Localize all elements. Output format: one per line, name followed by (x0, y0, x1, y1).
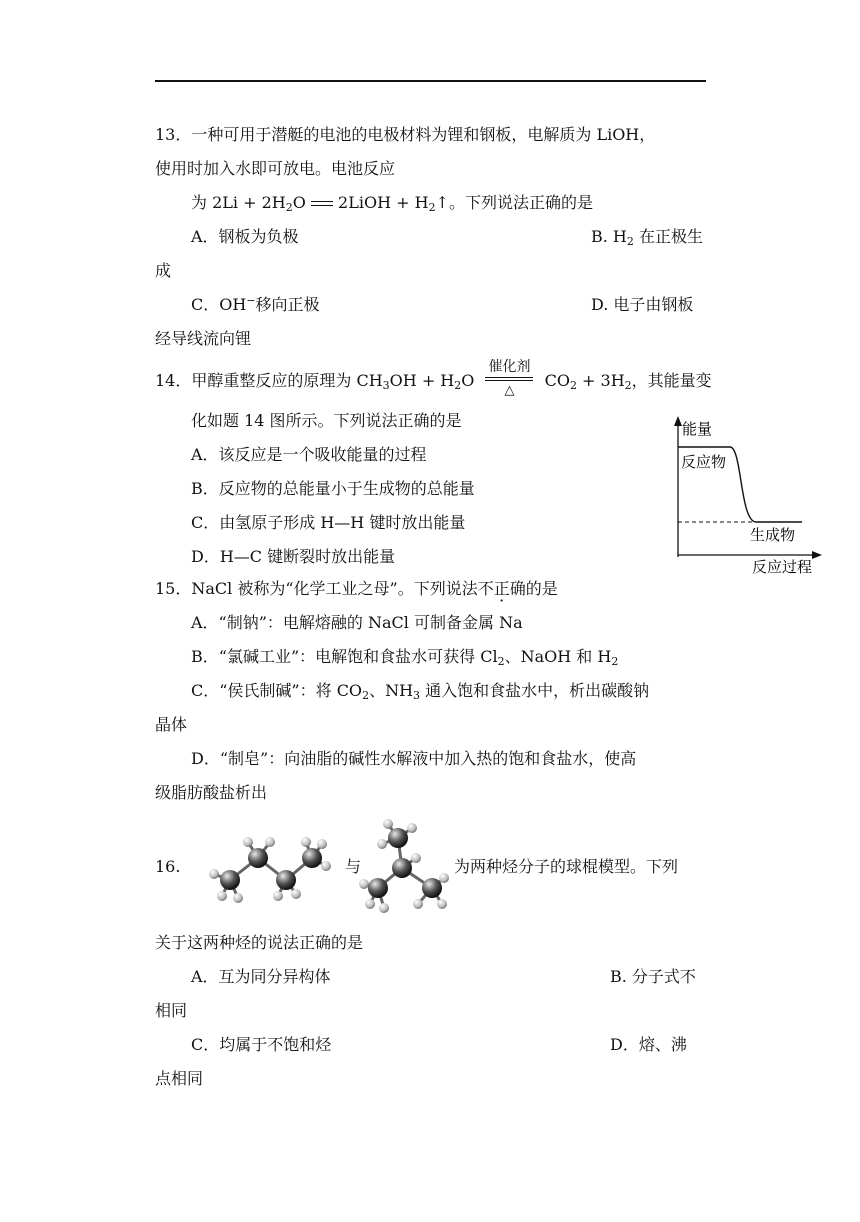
q13-option-b-wrap: 成 (155, 261, 172, 280)
y-axis-label: 能量 (682, 420, 713, 438)
q13-stem-line2: 使用时加入水即可放电。电池反应 (155, 159, 396, 178)
reactant-label: 反应物 (681, 453, 727, 471)
q16-option-d[interactable]: D．熔、沸 (610, 1035, 687, 1054)
equals-sign (311, 198, 333, 209)
q16-option-b[interactable]: B. 分子式不 (610, 967, 696, 986)
q13-option-d-wrap: 经导线流向锂 (155, 329, 252, 348)
q13-option-a[interactable]: A．钢板为负极 (191, 227, 299, 246)
q16-stem-line2: 关于这两种烃的说法正确的是 (155, 933, 364, 952)
q14-stem-line2: 化如题 14 图所示。下列说法正确的是 (191, 411, 462, 430)
q13-option-b[interactable]: B. $H_2$ 在正极生 (591, 227, 703, 248)
q16-and: 与 (345, 857, 362, 876)
emphasis-not-correct: 不正确 (477, 579, 526, 598)
q14-option-d[interactable]: D．H—C 键断裂时放出能量 (191, 547, 396, 566)
q15-option-c-wrap: 晶体 (155, 715, 188, 734)
energy-diagram (664, 412, 844, 582)
x-axis-arrow (812, 551, 822, 559)
q15-option-d[interactable]: D．“制皂”：向油脂的碱性水解液中加入热的饱和食盐水，使高 (191, 749, 637, 768)
q15-option-c[interactable]: C．“侯氏制碱”：将 $CO_2$、$NH_3$ 通入饱和食盐水中，析出碳酸钠 (191, 681, 650, 702)
ball-stick-model-isobutane (358, 816, 454, 920)
product-label: 生成物 (750, 526, 796, 544)
q14-option-a[interactable]: A．该反应是一个吸收能量的过程 (191, 445, 427, 464)
q16-option-b-wrap: 相同 (155, 1001, 188, 1020)
y-axis-arrow (674, 416, 682, 426)
q13-equation: 为 $2Li + 2H_2O$ 2LiOH + $H_2↑$。下列说法正确的是 (191, 193, 593, 214)
q14-option-c[interactable]: C．由氢原子形成 H—H 键时放出能量 (191, 513, 466, 532)
q16-number: 16. (155, 857, 181, 876)
q16-option-a[interactable]: A．互为同分异构体 (191, 967, 331, 986)
x-axis-label: 反应过程 (752, 558, 813, 576)
q13-option-d[interactable]: D. 电子由钢板 (591, 295, 694, 314)
q13-stem-line1: 13．一种可用于潜艇的电池的电极材料为锂和钢板，电解质为 LiOH， (155, 125, 656, 144)
q13-option-c[interactable]: C．OH−移向正极 (191, 294, 320, 314)
catalyst-arrow: 催化剂 △ (483, 370, 535, 392)
q16-option-c[interactable]: C．均属于不饱和烃 (191, 1035, 332, 1054)
q15-stem: 15．NaCl 被称为“化学工业之母”。下列说法不正确的是 (155, 579, 558, 598)
header-rule (155, 80, 706, 82)
q14-stem-line1: 14．甲醇重整反应的原理为 $CH_3OH + H_2O$ 催化剂 △ $CO_2 + 3H_2$，其能量变 (155, 359, 712, 398)
q14-option-b[interactable]: B．反应物的总能量小于生成物的总能量 (191, 479, 475, 498)
ball-stick-model-butane (202, 828, 342, 908)
q15-option-a[interactable]: A．“制钠”：电解熔融的 NaCl 可制备金属 Na (191, 613, 523, 632)
q15-option-b[interactable]: B．“氯碱工业”：电解饱和食盐水可获得 $Cl_2$、NaOH 和 $H_2$ (191, 647, 619, 668)
q15-option-d-wrap: 级脂肪酸盐析出 (155, 783, 268, 802)
q16-option-d-wrap: 点相同 (155, 1069, 204, 1088)
q16-stem-tail: 为两种烃分子的球棍模型。下列 (454, 857, 679, 876)
